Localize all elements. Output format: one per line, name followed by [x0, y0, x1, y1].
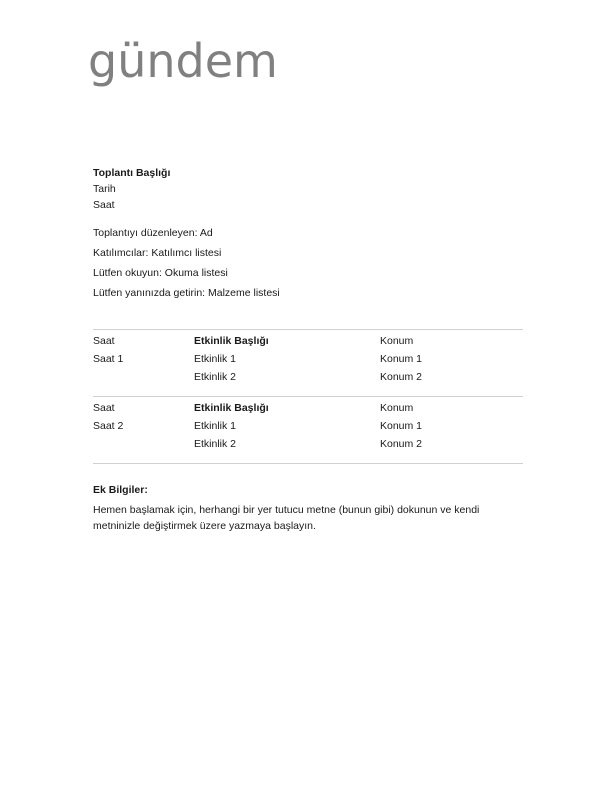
schedule-table — [93, 329, 523, 464]
header-event[interactable]: Etkinlik Başlığı — [194, 335, 269, 347]
header-event[interactable]: Etkinlik Başlığı — [194, 402, 269, 414]
meeting-meta — [93, 181, 523, 213]
schedule-row — [93, 350, 523, 368]
schedule-header-row — [93, 332, 523, 350]
schedule-header-row — [93, 399, 523, 417]
header-location[interactable]: Konum — [380, 335, 414, 347]
additional-info-text[interactable]: Hemen başlamak için, herhangi bir yer tutucu metne (bunun gibi) dokunun ve kendi metninizle değiştirmek üzere yazmaya başlayın. — [93, 504, 480, 532]
reading-line[interactable]: Lütfen okuyun: Okuma listesi — [93, 267, 228, 279]
schedule-block — [93, 397, 523, 463]
header-location[interactable]: Konum — [380, 402, 414, 414]
header-time[interactable]: Saat — [93, 402, 115, 414]
meeting-details — [93, 225, 523, 301]
additional-info — [93, 482, 523, 534]
row-event[interactable]: Etkinlik 2 — [194, 438, 237, 450]
row-location[interactable]: Konum 2 — [380, 371, 423, 383]
divider — [93, 463, 523, 464]
meeting-title[interactable]: Toplantı Başlığı — [93, 167, 171, 179]
row-event[interactable]: Etkinlik 1 — [194, 420, 237, 432]
meeting-time[interactable]: Saat — [93, 199, 115, 211]
additional-info-heading[interactable]: Ek Bilgiler: — [93, 484, 148, 496]
schedule-row — [93, 435, 523, 453]
materials-line[interactable]: Lütfen yanınızda getirin: Malzeme listesi — [93, 287, 280, 299]
row-event[interactable]: Etkinlik 1 — [194, 353, 237, 365]
row-location[interactable]: Konum 1 — [380, 353, 423, 365]
meeting-date[interactable]: Tarih — [93, 183, 116, 195]
row-time[interactable]: Saat 1 — [93, 353, 124, 365]
document-body — [93, 165, 523, 534]
schedule-row — [93, 417, 523, 435]
row-location[interactable]: Konum 1 — [380, 420, 423, 432]
schedule-row — [93, 368, 523, 386]
organizer-line[interactable]: Toplantıyı düzenleyen: Ad — [93, 227, 213, 239]
row-event[interactable]: Etkinlik 2 — [194, 371, 237, 383]
document-title[interactable]: gündem — [88, 34, 278, 88]
row-time[interactable]: Saat 2 — [93, 420, 124, 432]
attendees-line[interactable]: Katılımcılar: Katılımcı listesi — [93, 247, 222, 259]
row-location[interactable]: Konum 2 — [380, 438, 423, 450]
schedule-block — [93, 330, 523, 396]
header-time[interactable]: Saat — [93, 335, 115, 347]
